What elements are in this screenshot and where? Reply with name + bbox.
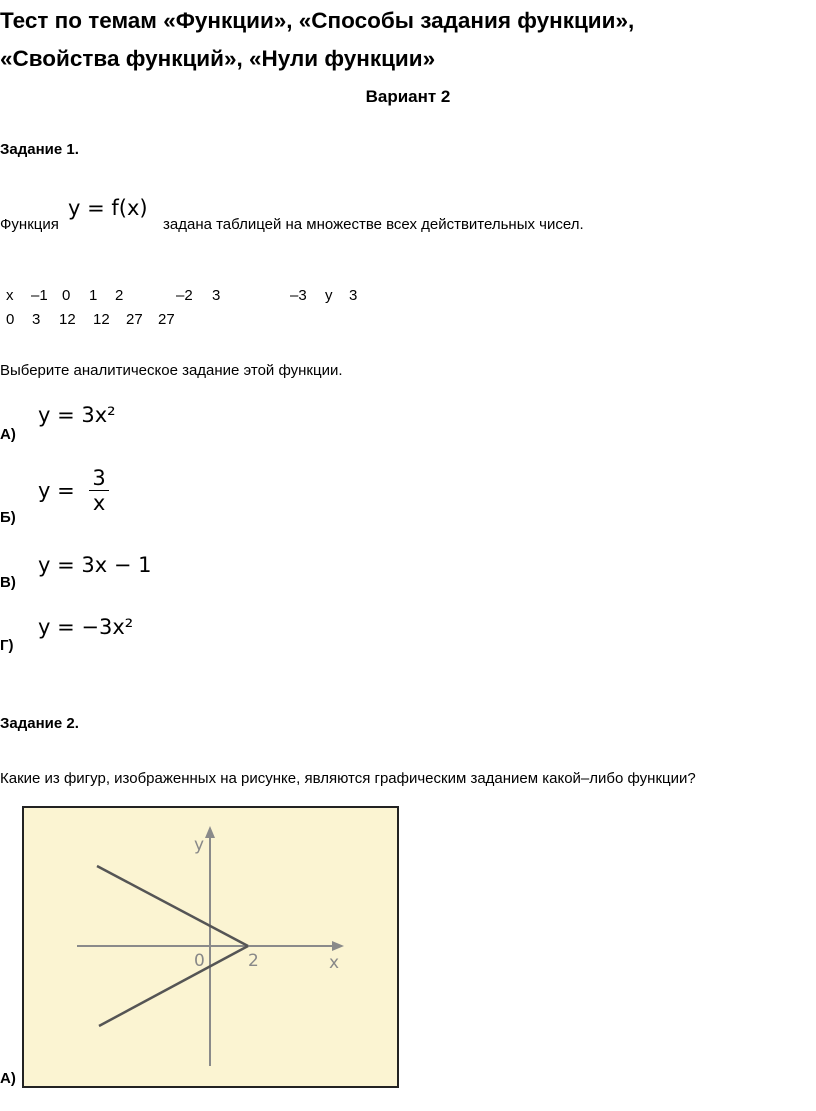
table-cell: 12 [93, 311, 110, 328]
table-cell: –2 [176, 287, 193, 304]
option-b-fraction [89, 466, 108, 515]
table-cell: 27 [158, 311, 175, 328]
task1-statement [0, 198, 816, 238]
y-axis-label: y [194, 835, 205, 855]
table-cell: 12 [59, 311, 76, 328]
table-cell: 0 [62, 287, 71, 304]
function-graph-figure [22, 806, 399, 1088]
table-cell: –3 [290, 287, 307, 304]
variant-heading: Вариант 2 [365, 87, 451, 106]
option-g-formula: y = −3x² [38, 615, 134, 639]
table-cell: 3 [212, 287, 221, 304]
table-cell: 1 [89, 287, 98, 304]
task2-heading: Задание 2. [0, 715, 79, 732]
table-cell: y [325, 287, 333, 304]
task1-text-after: задана таблицей на множестве всех действительных чисел. [163, 216, 584, 233]
tick-label-2: 2 [248, 951, 259, 971]
fraction-numerator: 3 [89, 466, 108, 491]
task1-question: Выберите аналитическое задание этой функции. [0, 362, 343, 379]
origin-label: 0 [194, 951, 205, 971]
option-b-lhs: y = [38, 478, 75, 503]
figure-a-label: А) [0, 1070, 16, 1087]
x-axis-label: x [329, 953, 340, 973]
table-cell: 27 [126, 311, 143, 328]
task1-heading: Задание 1. [0, 141, 79, 158]
option-b-formula [38, 466, 109, 515]
values-table [0, 287, 816, 335]
task1-formula: y = f(x) [68, 196, 148, 220]
task2-question: Какие из фигур, изображенных на рисунке, являются графическим заданием какой–либо функции? [0, 770, 696, 787]
title-line-1: Тест по темам «Функции», «Способы задания функции», [0, 8, 635, 33]
option-g-label: Г) [0, 637, 14, 654]
page-title [0, 2, 800, 78]
title-line-2: «Свойства функций», «Нули функции» [0, 46, 436, 71]
table-cell: x [6, 287, 14, 304]
option-a-formula: y = 3x² [38, 403, 116, 427]
task1-text-before: Функция [0, 216, 59, 233]
option-b-label: Б) [0, 509, 16, 526]
fraction-denominator: x [92, 491, 106, 515]
table-cell: 3 [32, 311, 41, 328]
table-cell: 3 [349, 287, 358, 304]
table-cell: –1 [31, 287, 48, 304]
option-v-label: В) [0, 574, 16, 591]
option-a-label: А) [0, 426, 16, 443]
table-cell: 2 [115, 287, 124, 304]
table-cell: 0 [6, 311, 15, 328]
option-v-formula: y = 3x − 1 [38, 553, 152, 577]
